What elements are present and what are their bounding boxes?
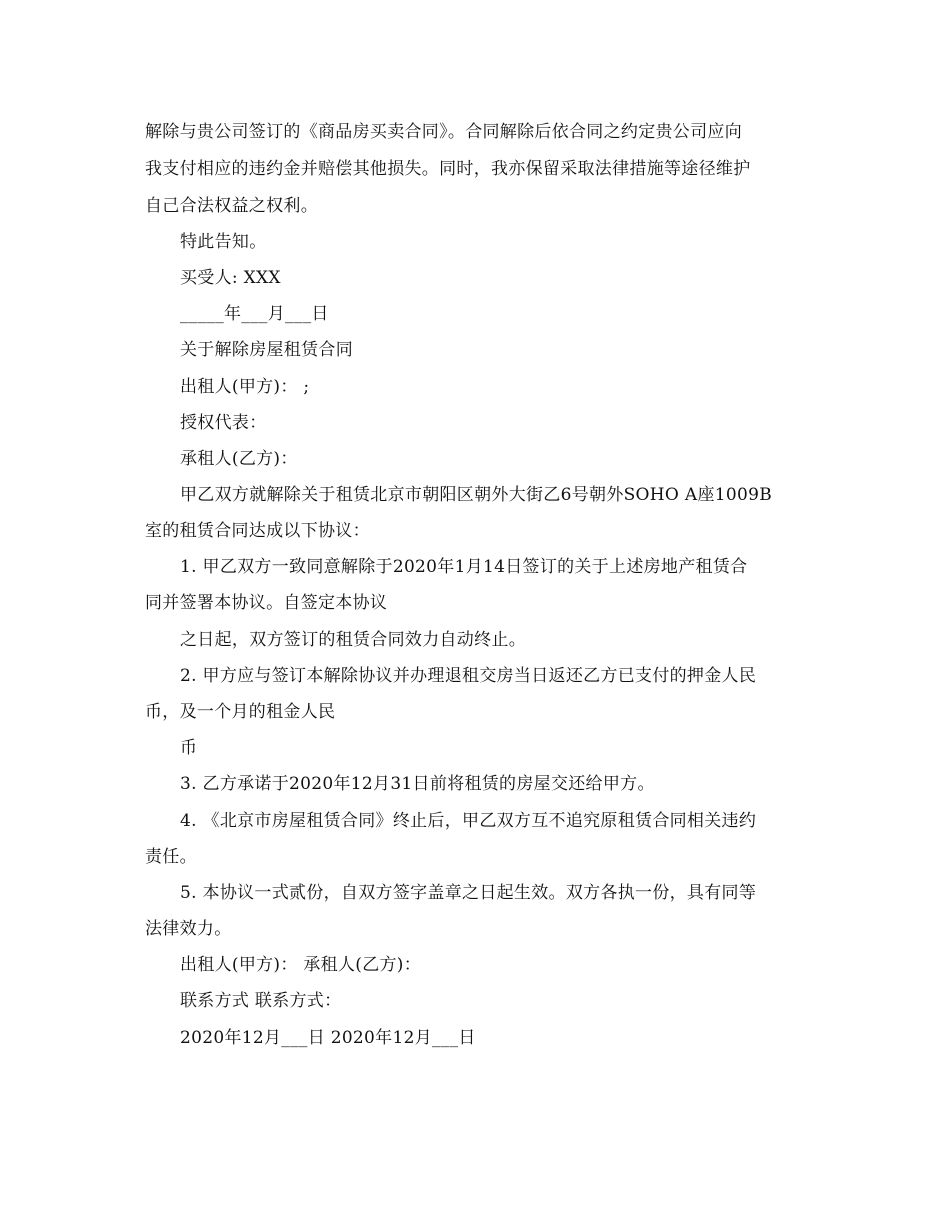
text-line: 授权代表： — [180, 413, 267, 433]
text-line: 责任。 — [145, 847, 197, 867]
text-line: 解除与贵公司签订的《商品房买卖合同》。合同解除后依合同之约定贵公司应向 — [145, 122, 742, 142]
text-line: 关于解除房屋租赁合同 — [180, 340, 353, 360]
text-line: 之日起，双方签订的租赁合同效力自动终止。 — [180, 630, 526, 650]
text-line: _____年___月___日 — [180, 304, 329, 324]
text-line: 承租人(乙方)： — [180, 449, 298, 469]
text-line: 特此告知。 — [180, 232, 267, 252]
text-line: 5. 本协议一式贰份，自双方签字盖章之日起生效。双方各执一份，具有同等 — [180, 883, 757, 903]
text-line: 联系方式 联系方式： — [180, 991, 342, 1011]
text-line: 2020年12月___日 2020年12月___日 — [180, 1028, 476, 1048]
text-line: 甲乙双方就解除关于租赁北京市朝阳区朝外大街乙6号朝外SOHO A座1009B — [180, 485, 772, 505]
text-line: 1. 甲乙双方一致同意解除于2020年1月14日签订的关于上述房地产租赁合 — [180, 557, 748, 577]
text-line: 4. 《北京市房屋租赁合同》终止后，甲乙双方互不追究原租赁合同相关违约 — [180, 811, 757, 831]
text-line: 币 — [180, 738, 198, 758]
text-line: 我支付相应的违约金并赔偿其他损失。同时，我亦保留采取法律措施等途径维护 — [145, 159, 751, 179]
text-line: 3. 乙方承诺于2020年12月31日前将租赁的房屋交还给甲方。 — [180, 774, 655, 794]
text-line: 2. 甲方应与签订本解除协议并办理退租交房当日返还乙方已支付的押金人民 — [180, 666, 757, 686]
text-line: 出租人(甲方)： 承租人(乙方)： — [180, 955, 422, 975]
text-line: 买受人: XXX — [180, 268, 281, 288]
text-line: 室的租赁合同达成以下协议： — [145, 521, 370, 541]
text-line: 法律效力。 — [145, 919, 232, 939]
text-line: 币，及一个月的租金人民 — [145, 702, 336, 722]
text-line: 出租人(甲方)： ; — [180, 377, 310, 397]
text-line: 自己合法权益之权利。 — [145, 196, 318, 216]
text-line: 同并签署本协议。自签定本协议 — [145, 593, 388, 613]
